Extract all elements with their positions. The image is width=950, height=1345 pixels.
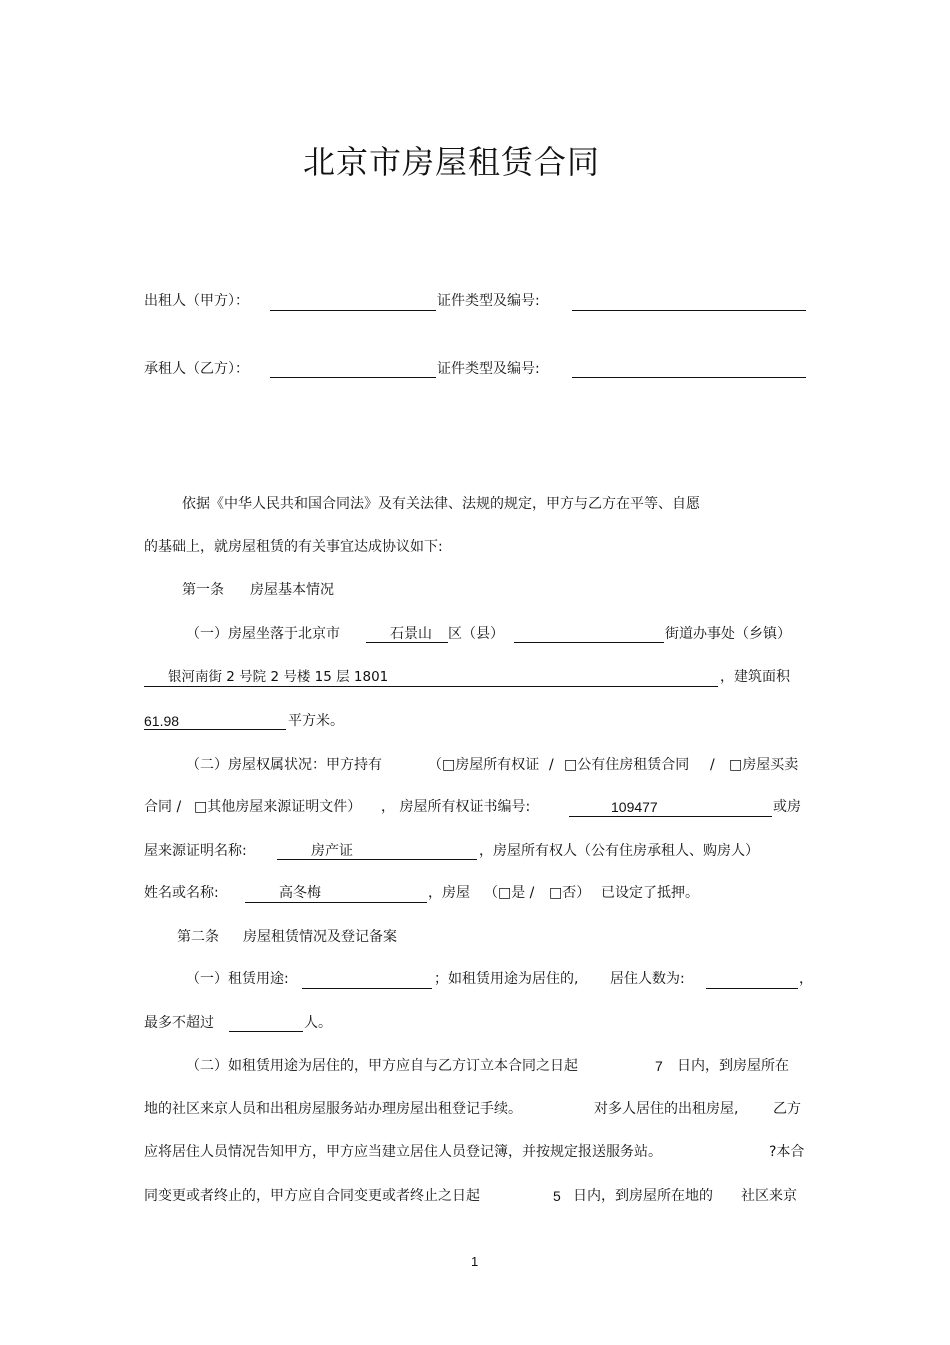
lessee-id-field[interactable] — [572, 377, 806, 378]
max-count-field[interactable] — [229, 1031, 303, 1032]
purpose-label: （一）租赁用途: — [186, 971, 289, 987]
reg-line2-b: 对多人居住的出租房屋, — [594, 1101, 739, 1117]
option-separator: / — [549, 757, 554, 773]
page-title: 北京市房屋租赁合同 — [303, 143, 601, 181]
max-label: 最多不超过 — [144, 1015, 214, 1031]
area-value: 61.98 — [144, 713, 180, 729]
district-suffix: 区（县） — [448, 626, 504, 642]
mortgage-text-d: 已设定了抵押。 — [601, 885, 699, 901]
district-value: 石景山 — [390, 626, 432, 642]
reg-days-2: 5 — [553, 1188, 561, 1204]
reg-line3-a: 应将居住人员情况告知甲方，甲方应当建立居住人员登记簿，并按规定报送服务站。 — [144, 1144, 662, 1160]
area-unit: 平方米。 — [288, 713, 344, 729]
option-separator: / — [710, 757, 715, 773]
source-name-field[interactable] — [277, 859, 477, 860]
address-value: 银河南街 2 号院 2 号楼 15 层 1801 — [168, 669, 389, 685]
reg-line4-a: 同变更或者终止的，甲方应自合同变更或者终止之日起 — [144, 1188, 480, 1204]
owner-name-value: 高冬梅 — [279, 885, 321, 901]
cert-number-field[interactable] — [569, 816, 772, 817]
cert-number-value: 109477 — [611, 799, 658, 815]
lessee-id-label: 证件类型及编号: — [437, 361, 540, 377]
intro-line-1: 依据《中华人民共和国合同法》及有关法律、法规的规定，甲方与乙方在平等、自愿 — [182, 496, 700, 512]
reg-days-1: 7 — [655, 1058, 663, 1074]
street-suffix: 街道办事处（乡镇） — [665, 626, 791, 642]
reg-line1-b: 日内，到房屋所在 — [677, 1058, 789, 1074]
reg-line2-c: 乙方 — [773, 1101, 801, 1117]
reg-line2-a: 地的社区来京人员和出租房屋服务站办理房屋出租登记手续。 — [144, 1101, 522, 1117]
article1-heading: 房屋基本情况 — [250, 582, 334, 598]
article2-number: 第二条 — [177, 929, 219, 945]
intro-line-2: 的基础上，就房屋租赁的有关事宜达成协议如下: — [144, 539, 443, 555]
reg-line3-b: ?本合 — [769, 1144, 805, 1160]
reg-line4-b: 日内，到房屋所在地的 — [573, 1188, 713, 1204]
source-name-value: 房产证 — [311, 843, 353, 859]
lessee-label: 承租人（乙方）： — [144, 361, 249, 377]
source-label: 屋来源证明名称: — [144, 843, 247, 859]
option-other-docs[interactable]: □其他房屋来源证明文件） — [194, 799, 362, 815]
max-unit: 人。 — [304, 1015, 332, 1031]
option-purchase-cont: 合同 / — [144, 799, 182, 815]
resident-count-label: 居住人数为: — [610, 971, 685, 987]
cert-number-label: ， 房屋所有权证书编号: — [381, 799, 531, 815]
purpose-field[interactable] — [302, 988, 432, 989]
mortgage-option-no[interactable]: □否） — [549, 885, 591, 901]
owner-label: ，房屋所有权人（公有住房承租人、购房人） — [479, 843, 759, 859]
or-label: 或房 — [773, 799, 801, 815]
purpose-mid: ；如租赁用途为居住的, — [434, 971, 579, 987]
location-prefix: （一）房屋坐落于北京市 — [186, 626, 340, 642]
street-field[interactable] — [514, 642, 664, 643]
option-purchase[interactable]: □房屋买卖 — [729, 757, 799, 773]
ownership-prefix: （二）房屋权属状况：甲方持有 — [186, 757, 382, 773]
owner-name-label: 姓名或名称: — [144, 885, 219, 901]
area-label: ，建筑面积 — [720, 669, 790, 685]
option-ownership-cert[interactable]: （□房屋所有权证 — [428, 757, 540, 773]
article2-heading: 房屋租赁情况及登记备案 — [243, 929, 397, 945]
lessor-label: 出租人（甲方）： — [144, 293, 249, 309]
mortgage-text-a: ，房屋 — [428, 885, 470, 901]
lessor-id-label: 证件类型及编号: — [437, 293, 540, 309]
comma: ， — [799, 971, 813, 987]
lessee-name-field[interactable] — [270, 377, 436, 378]
mortgage-option-yes[interactable]: （□是 / — [484, 885, 535, 901]
article1-number: 第一条 — [182, 582, 224, 598]
resident-count-field[interactable] — [706, 988, 798, 989]
owner-name-field[interactable] — [245, 902, 427, 903]
reg-line4-c: 社区来京 — [741, 1188, 797, 1204]
page-number: 1 — [471, 1254, 479, 1269]
lessor-name-field[interactable] — [270, 310, 436, 311]
lessor-id-field[interactable] — [572, 310, 806, 311]
reg-line1-a: （二）如租赁用途为居住的，甲方应自与乙方订立本合同之日起 — [186, 1058, 578, 1074]
option-public-lease[interactable]: □公有住房租赁合同 — [564, 757, 690, 773]
